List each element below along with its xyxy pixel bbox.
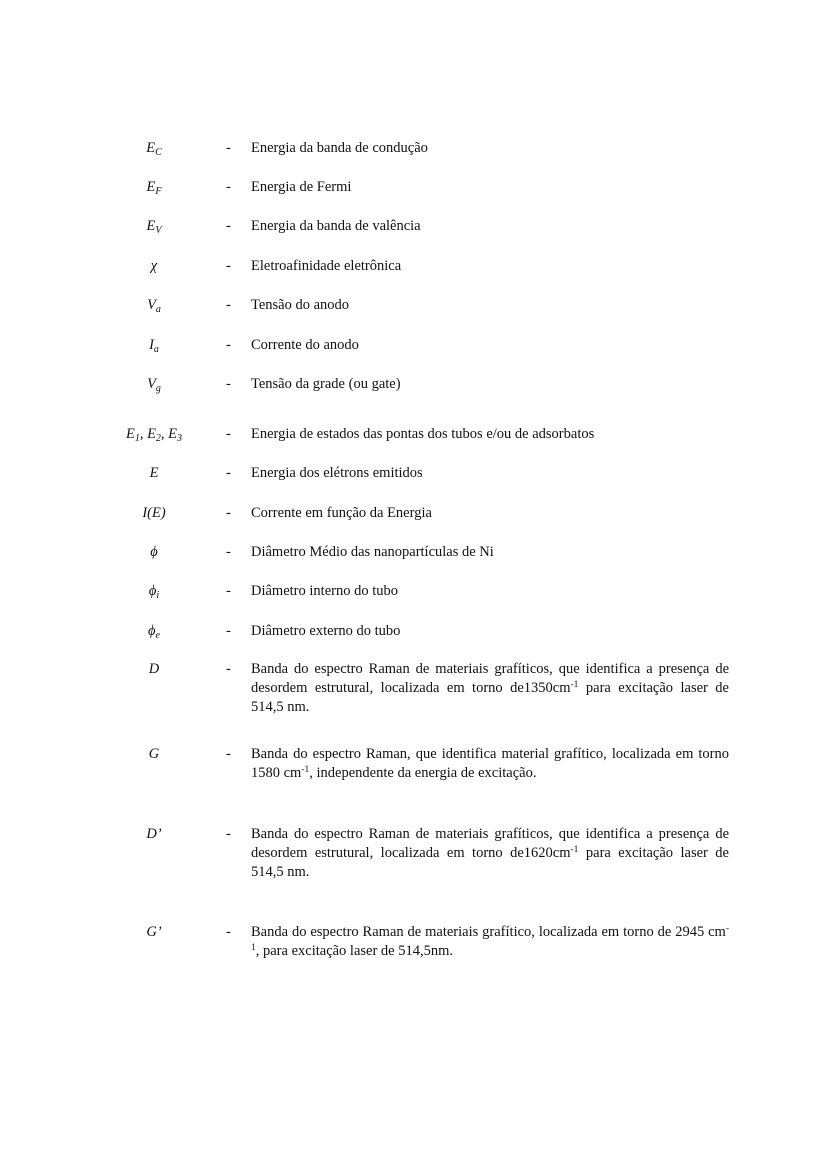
dash: - (226, 218, 231, 234)
symbol: $V_a$ (147, 297, 161, 315)
dash: - (226, 623, 231, 639)
description: Tensão do anodo (251, 297, 350, 313)
description: Diâmetro externo do tubo (251, 623, 401, 639)
symbol: $\phi_e$ (148, 623, 160, 641)
symbol: $E_F$ (146, 179, 162, 197)
symbol: $V_g$ (147, 376, 161, 394)
symbol: G (148, 746, 160, 762)
description: Banda do espectro Raman de materiais grafíticos, que identifica a presença de desordem estrutural, localizada em torno $de1350cm^{-1}$ para excitação laser de 514,5 nm. (251, 661, 729, 715)
dash: - (226, 179, 231, 195)
symbol: E (149, 465, 159, 481)
description: Energia da banda de condução (251, 140, 428, 156)
dash: - (226, 826, 231, 842)
symbol: D’ (146, 826, 162, 842)
dash: - (226, 376, 231, 392)
description: Corrente do anodo (251, 337, 359, 353)
dash: - (226, 140, 231, 156)
description: Corrente em função da Energia (251, 505, 432, 521)
dash: - (226, 924, 231, 940)
description: Diâmetro interno do tubo (251, 583, 398, 599)
description: Energia dos elétrons emitidos (251, 465, 423, 481)
description: Energia da banda de valência (251, 218, 421, 234)
dash: - (226, 465, 231, 481)
description: Diâmetro Médio das nanopartículas de Ni (251, 544, 494, 560)
dash: - (226, 426, 231, 442)
description: Banda do espectro Raman de materiais grafítico, localizada em torno de 2945 $cm^{-1}$, para excitação laser de 514,5nm. (251, 924, 729, 959)
dash: - (226, 746, 231, 762)
description: Banda do espectro Raman de materiais grafíticos, que identifica a presença de desordem estrutural, localizada em torno $de1620cm^{-1}$ para excitação laser de 514,5 nm. (251, 826, 729, 880)
symbol: D (148, 661, 160, 677)
dash: - (226, 297, 231, 313)
description: Energia de estados das pontas dos tubos e/ou de adsorbatos (251, 426, 595, 442)
symbol: I(E) (142, 505, 166, 521)
dash: - (226, 583, 231, 599)
dash: - (226, 661, 231, 677)
description: Banda do espectro Raman, que identifica material grafítico, localizada em torno 1580 $cm^{-1}$, independente da energia de excitação. (251, 746, 729, 781)
dash: - (226, 505, 231, 521)
symbol: χ (150, 258, 158, 274)
symbol: $E_C$ (146, 140, 162, 158)
dash: - (226, 544, 231, 560)
symbol: G’ (146, 924, 162, 940)
description: Energia de Fermi (251, 179, 352, 195)
symbol: $E_V$ (146, 218, 162, 236)
dash: - (226, 337, 231, 353)
description: Eletroafinidade eletrônica (251, 258, 402, 274)
symbol: $E_1$, $E_2$, $E_3$ (125, 426, 183, 444)
symbol: $I_a$ (149, 337, 159, 355)
dash: - (226, 258, 231, 274)
symbol: ϕ (150, 544, 158, 560)
symbol: $\phi_i$ (148, 583, 160, 601)
description: Tensão da grade (ou gate) (251, 376, 401, 392)
